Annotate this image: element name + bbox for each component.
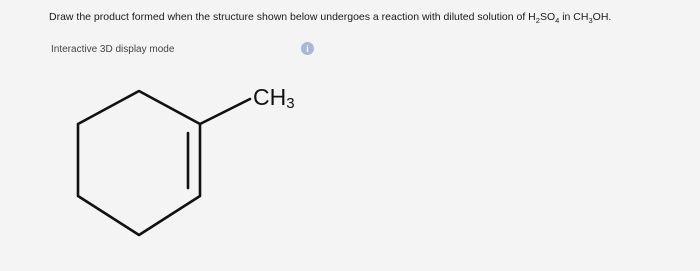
display-mode-label[interactable]: Interactive 3D display mode [51, 44, 175, 55]
info-icon[interactable]: i [301, 42, 314, 55]
methyl-bond [200, 99, 250, 124]
ring-bonds [78, 91, 200, 235]
methyl-label: $CH_3$ [253, 84, 295, 112]
question-text: Draw the product formed when the structure shown below undergoes a reaction with diluted solution of $H_2SO_4$ in $CH_3OH$. [49, 11, 612, 26]
